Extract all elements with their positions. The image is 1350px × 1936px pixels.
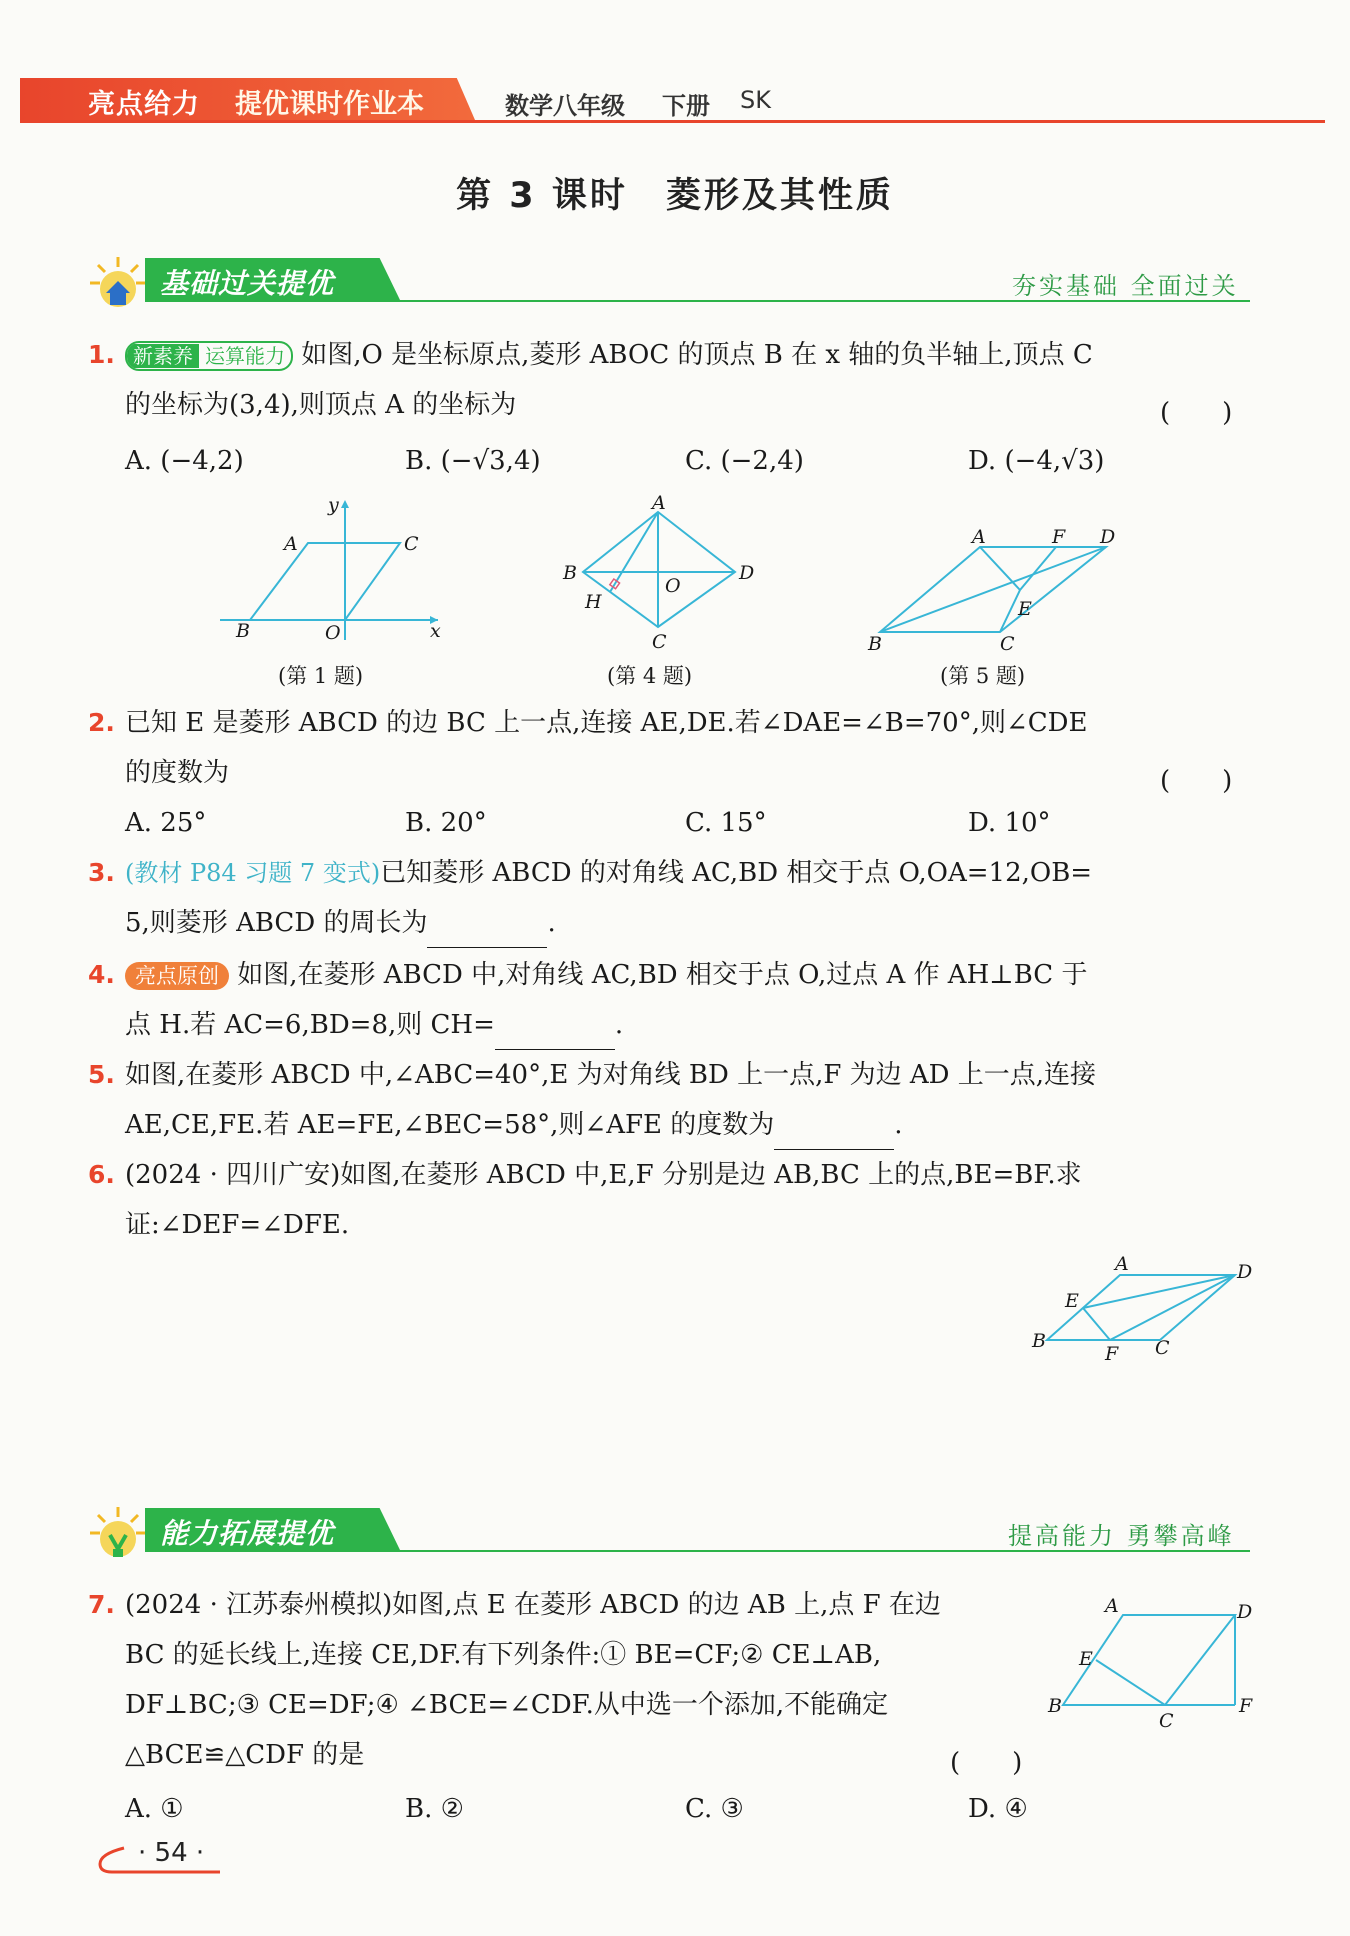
fig4-label-c: C [652, 631, 667, 652]
fig7-label-f: F [1239, 1695, 1253, 1717]
page-number: · 54 · [138, 1838, 205, 1868]
fig5-label-c: C [1000, 633, 1015, 652]
q1-paren: ( ) [1160, 398, 1233, 428]
q7-option-c: C. ③ [685, 1794, 744, 1824]
q4-number: 4. [88, 960, 115, 989]
fig4-label-d: D [739, 562, 755, 584]
lamp-bulb-icon [88, 1505, 148, 1561]
q3-text1: 已知菱形 ABCD 的对角线 AC,BD 相交于点 O,OA=12,OB= [380, 858, 1093, 888]
q7-number: 7. [88, 1590, 115, 1619]
q5-line2 [125, 1100, 903, 1150]
q1-option-a: A. (−4,2) [125, 446, 244, 476]
q1-option-c: C. (−2,4) [685, 446, 804, 476]
header-subject: 数学八年级 [505, 92, 625, 120]
q7-option-a: A. ① [125, 1794, 184, 1824]
q4-tag: 亮点原创 [125, 962, 229, 990]
q7-line2: BC 的延长线上,连接 CE,DF.有下列条件:① BE=CF;② CE⊥AB, [125, 1640, 882, 1670]
fig6-label-b: B [1032, 1330, 1046, 1352]
fig7-label-d: D [1237, 1601, 1253, 1623]
q3-text2: 5,则菱形 ABCD 的周长为 [125, 908, 428, 938]
header-rule [20, 120, 1325, 123]
figure-q7 [1045, 1595, 1260, 1735]
section1-label: 基础过关提优 [160, 267, 335, 300]
q7-line4: △BCE≌△CDF 的是 [125, 1740, 365, 1770]
fig4-label-h: H [585, 591, 602, 613]
q7-line3: DF⊥BC;③ CE=DF;④ ∠BCE=∠CDF.从中选一个添加,不能确定 [125, 1690, 889, 1720]
q6-number: 6. [88, 1160, 115, 1189]
fig6-label-d: D [1237, 1261, 1253, 1283]
fig1-label-x: x [430, 620, 441, 642]
q1-tag [125, 341, 293, 371]
q1-text1: 如图,O 是坐标原点,菱形 ABOC 的顶点 B 在 x 轴的负半轴上,顶点 C [301, 340, 1093, 370]
q6-line2: 证:∠DEF=∠DFE. [125, 1210, 350, 1240]
lamp-house-icon [88, 255, 148, 311]
q2-paren: ( ) [1160, 766, 1233, 796]
q3-source: (教材 P84 习题 7 变式) [125, 859, 381, 887]
figure-q4-caption: (第 4 题) [607, 664, 693, 688]
figure-q5 [860, 522, 1130, 652]
fig7-label-a: A [1105, 1595, 1119, 1617]
fig7-label-c: C [1159, 1710, 1174, 1732]
q5-answer-blank[interactable] [774, 1121, 894, 1150]
q4-line1 [125, 950, 1087, 1000]
fig6-label-e: E [1065, 1290, 1079, 1312]
q2-option-b: B. 20° [405, 808, 487, 838]
q7-line1: (2024 · 江苏泰州模拟)如图,点 E 在菱形 ABCD 的边 AB 上,点 F 在边 [125, 1590, 941, 1620]
figure-q1-caption: (第 1 题) [278, 664, 364, 688]
header-brand: 亮点给力 [88, 89, 200, 120]
q1-number: 1. [88, 340, 115, 369]
q2-option-c: C. 15° [685, 808, 767, 838]
fig5-label-f: F [1052, 526, 1066, 548]
q4-period: . [614, 1010, 624, 1040]
q1-line1 [125, 330, 1093, 380]
q3-number: 3. [88, 858, 115, 887]
fig1-label-y: y [328, 495, 339, 516]
q2-line1: 已知 E 是菱形 ABCD 的边 BC 上一点,连接 AE,DE.若∠DAE=∠B=70°,则∠CDE [125, 708, 1088, 738]
q2-line2: 的度数为 [125, 758, 230, 788]
section2-slogan: 提高能力 勇攀高峰 [1008, 1522, 1235, 1550]
q4-answer-blank[interactable] [495, 1021, 615, 1050]
figure-q6 [1025, 1250, 1265, 1365]
fig5-label-a: A [972, 526, 986, 548]
section1-slogan: 夯实基础 全面过关 [1012, 272, 1239, 300]
q1-option-b: B. (−√3,4) [405, 446, 541, 476]
q3-line2 [125, 898, 556, 948]
figure-q1 [210, 495, 450, 645]
q4-text2: 点 H.若 AC=6,BD=8,则 CH= [125, 1010, 495, 1040]
q4-line2 [125, 1000, 623, 1050]
q7-option-d: D. ④ [968, 1794, 1028, 1824]
header-volume: 下册 [662, 92, 710, 120]
fig6-label-a: A [1115, 1253, 1129, 1275]
q1-tag-skill: 运算能力 [205, 344, 285, 368]
fig1-label-c: C [404, 533, 419, 555]
fig1-label-a: A [284, 533, 298, 555]
q1-line2: 的坐标为(3,4),则顶点 A 的坐标为 [125, 390, 517, 420]
fig4-label-a: A [652, 492, 666, 514]
q3-answer-blank[interactable] [427, 919, 547, 948]
q2-number: 2. [88, 708, 115, 737]
fig7-label-e: E [1079, 1648, 1093, 1670]
fig5-label-e: E [1018, 598, 1032, 620]
q2-option-d: D. 10° [968, 808, 1051, 838]
header-series: 提优课时作业本 [235, 89, 424, 120]
fig4-label-o: O [665, 575, 681, 597]
fig1-label-o: O [325, 622, 341, 644]
q6-line1: (2024 · 四川广安)如图,在菱形 ABCD 中,E,F 分别是边 AB,BC 上的点,BE=BF.求 [125, 1160, 1082, 1190]
fig7-label-b: B [1048, 1695, 1062, 1717]
fig6-label-c: C [1155, 1337, 1170, 1359]
q7-option-b: B. ② [405, 1794, 464, 1824]
q3-line1 [125, 848, 1092, 898]
q4-text1: 如图,在菱形 ABCD 中,对角线 AC,BD 相交于点 O,过点 A 作 AH⊥BC 于 [237, 960, 1088, 990]
page-title: 第 3 课时 菱形及其性质 [456, 176, 894, 216]
figure-q4 [555, 492, 765, 652]
q5-period: . [894, 1110, 903, 1140]
fig5-label-b: B [868, 633, 882, 652]
header-edition: SK [740, 86, 771, 114]
q3-period: . [547, 908, 556, 938]
section2-label: 能力拓展提优 [160, 1517, 335, 1550]
figure-q5-caption: (第 5 题) [940, 664, 1026, 688]
fig6-label-f: F [1105, 1343, 1119, 1365]
q5-line1: 如图,在菱形 ABCD 中,∠ABC=40°,E 为对角线 BD 上一点,F 为边 AD 上一点,连接 [125, 1060, 1097, 1090]
q2-option-a: A. 25° [125, 808, 207, 838]
q1-option-d: D. (−4,√3) [968, 446, 1105, 476]
fig4-label-b: B [563, 562, 577, 584]
fig1-label-b: B [236, 620, 250, 642]
fig5-label-d: D [1100, 526, 1116, 548]
q7-paren: ( ) [950, 1748, 1023, 1778]
q1-tag-new: 新素养 [127, 344, 199, 368]
q5-number: 5. [88, 1060, 115, 1089]
q5-text2: AE,CE,FE.若 AE=FE,∠BEC=58°,则∠AFE 的度数为 [125, 1110, 775, 1140]
